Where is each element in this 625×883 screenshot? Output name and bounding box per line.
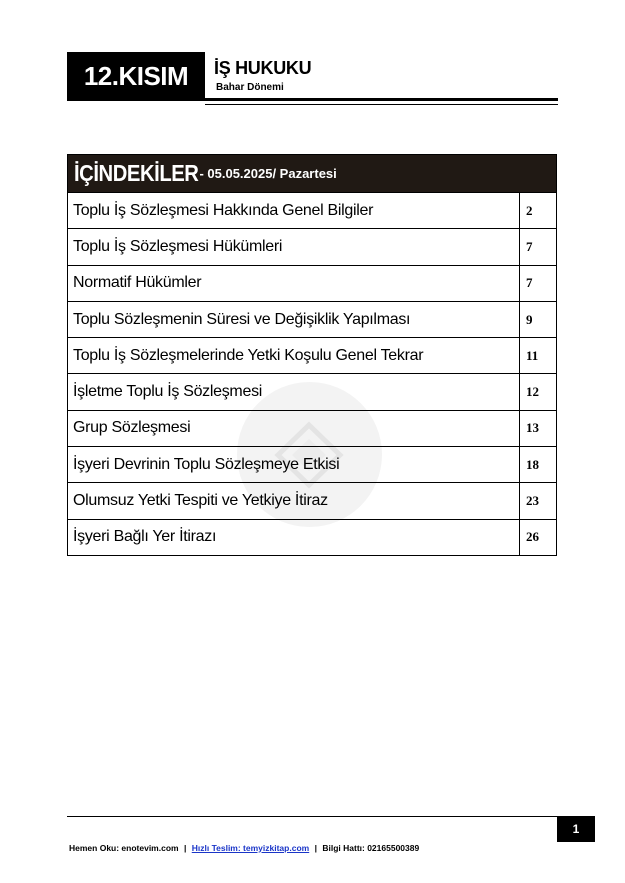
toc-entry-title: İşyeri Devrinin Toplu Sözleşmeye Etkisi	[68, 447, 520, 482]
document-subtitle: Bahar Dönemi	[216, 82, 284, 93]
toc-date: - 05.05.2025/ Pazartesi	[199, 166, 337, 181]
toc-entry-title: Normatif Hükümler	[68, 266, 520, 301]
document-title: İŞ HUKUKU	[214, 58, 312, 78]
toc-entry-title: Toplu İş Sözleşmelerinde Yetki Koşulu Genel Tekrar	[68, 338, 520, 373]
toc-row[interactable]	[68, 410, 556, 446]
footer-hotline: Bilgi Hattı: 02165500389	[322, 843, 420, 853]
toc-entry-page: 12	[526, 384, 539, 400]
toc-row[interactable]	[68, 446, 556, 482]
header-rule-thick	[205, 98, 558, 101]
toc-row[interactable]	[68, 265, 556, 301]
toc-entry-title: İşletme Toplu İş Sözleşmesi	[68, 374, 520, 409]
toc-entry-title: Olumsuz Yetki Tespiti ve Yetkiye İtiraz	[68, 483, 520, 518]
footer-read-link[interactable]: Hemen Oku: enotevim.com	[69, 843, 179, 853]
toc-entry-page: 7	[526, 238, 533, 254]
toc-header	[68, 155, 556, 192]
toc-heading: İÇİNDEKİLER	[74, 160, 199, 186]
toc-entry-page: 23	[526, 493, 539, 509]
footer-info	[69, 843, 419, 853]
toc-entry-page: 11	[526, 347, 539, 363]
footer-rule	[67, 816, 557, 817]
toc-row[interactable]	[68, 228, 556, 264]
toc-row[interactable]	[68, 192, 556, 228]
toc-entry-page: 18	[526, 456, 539, 472]
toc-entry-title: Grup Sözleşmesi	[68, 411, 520, 446]
table-of-contents	[67, 154, 557, 556]
toc-entry-page: 26	[526, 529, 539, 545]
toc-row[interactable]	[68, 482, 556, 518]
page-number: 1	[557, 816, 595, 842]
toc-row[interactable]	[68, 373, 556, 409]
toc-row[interactable]	[68, 301, 556, 337]
footer-separator: |	[314, 843, 317, 853]
toc-entry-page: 13	[526, 420, 539, 436]
footer-delivery-link[interactable]: Hızlı Teslim: temyizkitap.com	[191, 843, 310, 853]
toc-entry-page: 2	[526, 202, 533, 218]
header-rule-thin	[205, 104, 558, 105]
toc-entry-title: Toplu İş Sözleşmesi Hakkında Genel Bilgiler	[68, 193, 520, 228]
toc-row[interactable]	[68, 337, 556, 373]
toc-row[interactable]	[68, 519, 556, 555]
toc-entry-title: İşyeri Bağlı Yer İtirazı	[68, 520, 520, 555]
toc-entry-title: Toplu İş Sözleşmesi Hükümleri	[68, 229, 520, 264]
part-label: 12.KISIM	[67, 52, 205, 101]
footer-separator: |	[183, 843, 187, 853]
toc-entry-title: Toplu Sözleşmenin Süresi ve Değişiklik Yapılması	[68, 302, 520, 337]
toc-entry-page: 9	[526, 311, 533, 327]
toc-entry-page: 7	[526, 275, 533, 291]
